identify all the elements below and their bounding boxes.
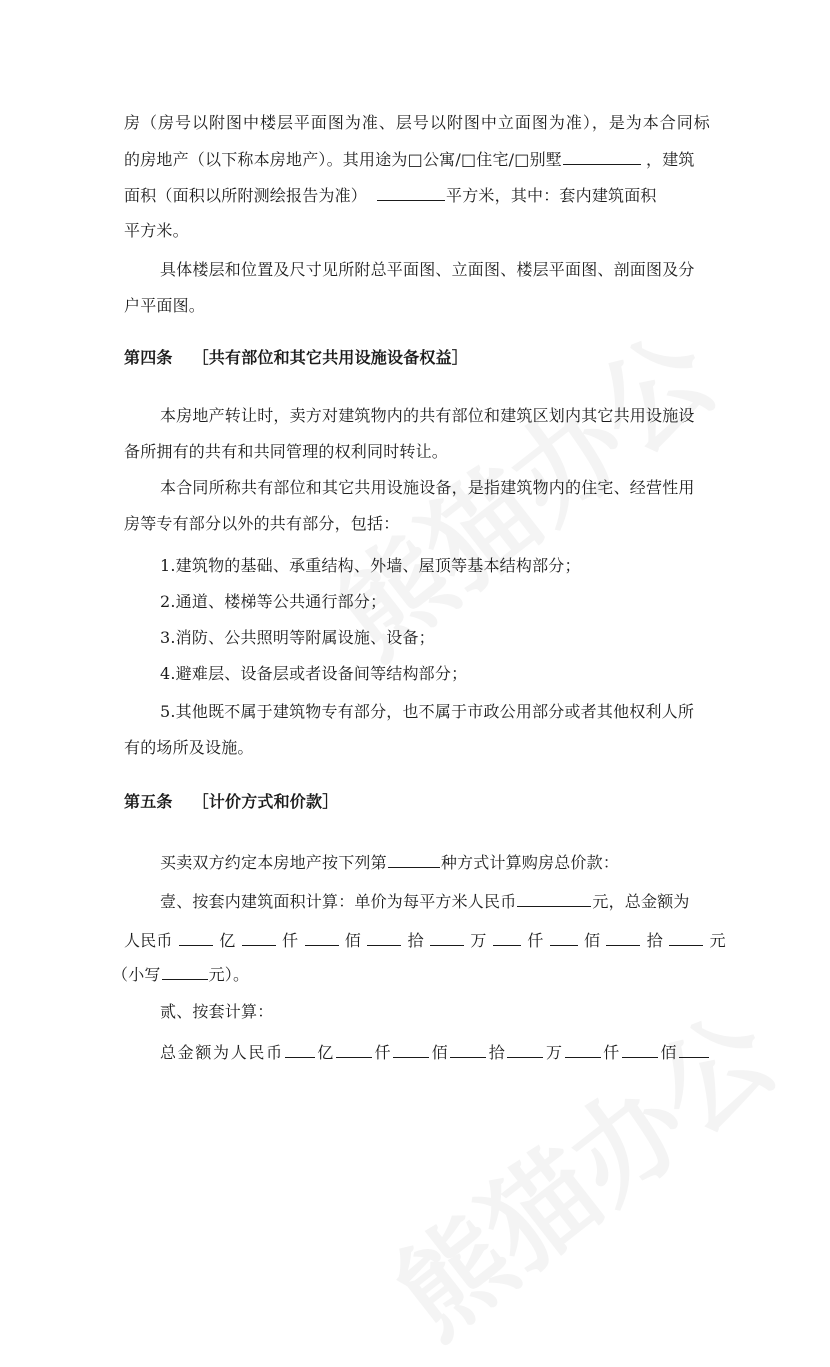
paragraph-line: 房等专有部分以外的共有部分，包括： <box>124 514 400 533</box>
unit-label: 佰 <box>344 931 361 950</box>
unit-label: 元 <box>709 931 726 950</box>
option-label: 住宅/ <box>476 150 515 169</box>
amount-blank[interactable] <box>550 928 578 946</box>
amount-blank[interactable] <box>179 928 213 946</box>
amount-blank[interactable] <box>565 1040 601 1058</box>
amount-blank[interactable] <box>285 1040 315 1058</box>
unit-label: 仟 <box>527 931 544 950</box>
unit-label: 万 <box>470 931 487 950</box>
option-label: 公寓/ <box>422 150 461 169</box>
paragraph-line: 本合同所称共有部位和其它共用设施设备，是指建筑物内的住宅、经营性用 <box>160 478 695 497</box>
unit-label: 拾 <box>646 931 663 950</box>
text: ，建筑 <box>646 150 695 169</box>
amount-blank[interactable] <box>305 928 339 946</box>
checkbox-residence[interactable]: □ <box>460 150 477 169</box>
paragraph-line: 房（房号以附图中楼层平面图为准、层号以附图中立面图为准），是为本合同标 <box>124 113 710 132</box>
unit-label: 佰 <box>583 931 601 950</box>
amount-blank[interactable] <box>393 1040 429 1058</box>
checkbox-villa[interactable]: □ <box>514 150 530 169</box>
area-blank[interactable] <box>377 183 445 201</box>
amount-blank[interactable] <box>450 1040 486 1058</box>
amount-blank[interactable] <box>606 928 640 946</box>
unit-label: 佰 <box>430 1043 450 1062</box>
paragraph-line: 本房地产转让时，卖方对建筑物内的共有部位和建筑区划内其它共用设施设 <box>160 406 695 425</box>
article-5-heading <box>124 790 710 814</box>
unit-label: 拾 <box>407 931 424 950</box>
amount-blank[interactable] <box>242 928 276 946</box>
text: （小写 <box>112 965 161 984</box>
usage-blank[interactable] <box>563 147 641 165</box>
amount-blank[interactable] <box>622 1040 658 1058</box>
text: 总金额为人民币 <box>160 1043 284 1062</box>
unit-label: 亿 <box>219 931 236 950</box>
unit-label: 拾 <box>487 1043 507 1062</box>
lowercase-amount-blank[interactable] <box>162 962 208 980</box>
unit-label: 万 <box>544 1043 564 1062</box>
paragraph-line <box>112 962 698 987</box>
text: 种方式计算购房总价款： <box>440 853 620 872</box>
list-item: 4.避难层、设备层或者设备间等结构部分； <box>160 664 468 683</box>
paragraph-line <box>160 889 710 914</box>
text: 平方米，其中：套内建筑面积 <box>446 186 657 205</box>
amount-blank[interactable] <box>669 928 703 946</box>
amount-blank[interactable] <box>493 928 521 946</box>
paragraph-line <box>124 147 710 172</box>
amount-blank[interactable] <box>430 928 464 946</box>
article-title: ［共有部位和其它共用设施设备权益］ <box>192 348 469 367</box>
unit-label: 仟 <box>372 1043 393 1062</box>
text: 元）。 <box>208 965 250 984</box>
text: 元，总金额为 <box>592 892 690 911</box>
checkbox-apartment[interactable]: □ <box>407 150 423 169</box>
text: 人民币 <box>124 931 173 950</box>
amount-blank[interactable] <box>507 1040 543 1058</box>
paragraph-line: 备所拥有的共有和共同管理的权利同时转让。 <box>124 442 449 461</box>
unit-label: 仟 <box>601 1043 621 1062</box>
paragraph-line: 平方米。 <box>124 221 189 240</box>
method-number-blank[interactable] <box>388 850 440 868</box>
amount-line <box>124 928 726 953</box>
watermark <box>358 971 802 1366</box>
article-number: 第四条 <box>124 348 173 367</box>
list-item: 2.通道、楼梯等公共通行部分； <box>160 592 387 611</box>
paragraph-line: 具体楼层和位置及尺寸见所附总平面图、立面图、楼层平面图、剖面图及分 <box>160 260 695 279</box>
text: 壹、按套内建筑面积计算：单价为每平方米人民币 <box>160 892 517 911</box>
list-item: 1.建筑物的基础、承重结构、外墙、屋顶等基本结构部分； <box>160 556 581 575</box>
amount-blank[interactable] <box>679 1040 709 1058</box>
unit-label: 亿 <box>315 1043 335 1062</box>
list-item-continuation: 有的场所及设施。 <box>124 738 254 757</box>
paragraph-line: 户平面图。 <box>124 296 206 315</box>
option-label: 别墅 <box>529 150 562 169</box>
amount-blank[interactable] <box>336 1040 372 1058</box>
unit-label: 佰 <box>658 1043 678 1062</box>
unit-label: 仟 <box>282 931 299 950</box>
paragraph-line <box>124 183 710 208</box>
article-number: 第五条 <box>124 792 173 811</box>
unit-price-blank[interactable] <box>517 889 591 907</box>
article-4-heading <box>124 346 710 370</box>
list-item: 5.其他既不属于建筑物专有部分，也不属于市政公用部分或者其他权利人所 <box>160 702 695 721</box>
list-item: 3.消防、公共照明等附属设施、设备； <box>160 628 435 647</box>
paragraph-line <box>160 850 710 875</box>
text: 面积（面积以所附测绘报告为准） <box>124 186 368 205</box>
paragraph-line: 贰、按套计算： <box>160 1002 274 1021</box>
text: 买卖双方约定本房地产按下列第 <box>160 853 387 872</box>
text: 的房地产（以下称本房地产）。其用途为 <box>124 150 408 169</box>
article-title: ［计价方式和价款］ <box>192 792 339 811</box>
amount-blank[interactable] <box>367 928 401 946</box>
amount-line <box>160 1040 710 1065</box>
